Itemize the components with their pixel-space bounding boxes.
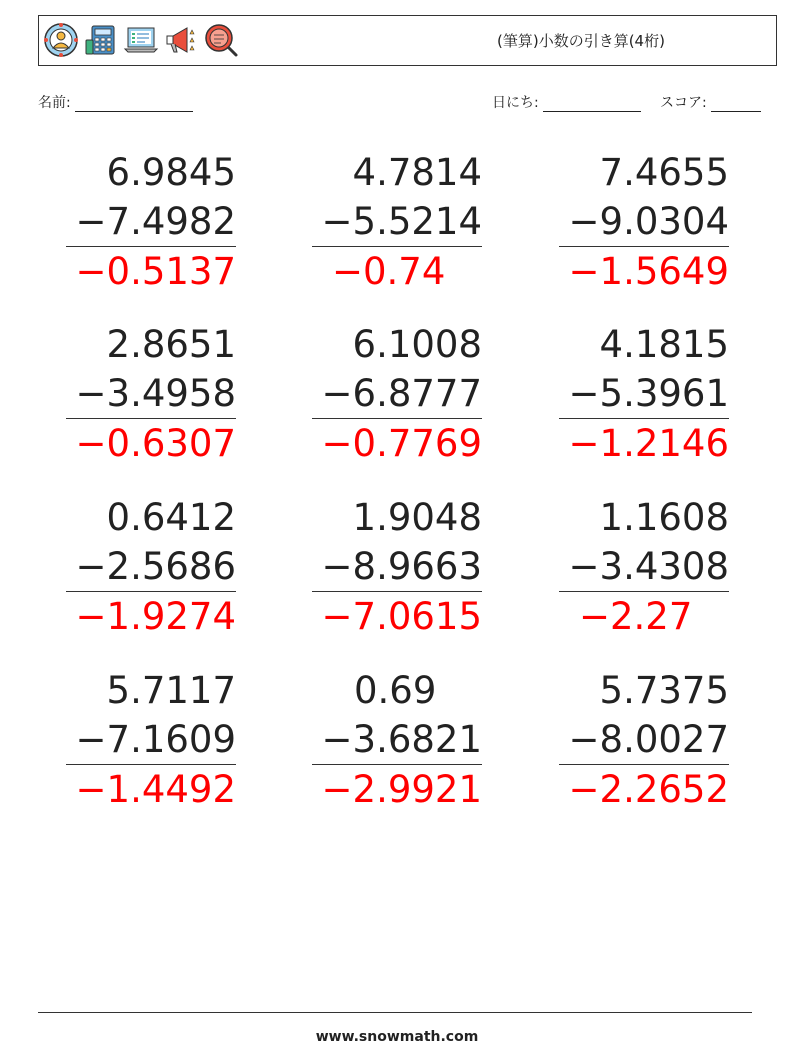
magnifier-badge-icon [203, 22, 239, 58]
minuend: 1.1608 [599, 496, 729, 539]
problem-10 [66, 666, 236, 814]
subtrahend: −2.5686 [66, 542, 236, 592]
minuend: 4.1815 [599, 323, 729, 366]
subtrahend: −6.8777 [312, 369, 482, 419]
minuend: 6.9845 [106, 151, 236, 194]
problem-12 [559, 666, 729, 814]
subtrahend: −8.0027 [559, 715, 729, 765]
minuend: 1.9048 [352, 496, 482, 539]
minuend: 7.4655 [599, 151, 729, 194]
problem-2 [312, 148, 482, 296]
problem-11 [312, 666, 482, 814]
user-target-icon [43, 22, 79, 58]
subtrahend: −9.0304 [559, 197, 729, 247]
score-blank [711, 97, 761, 112]
subtrahend: −3.4308 [559, 542, 729, 592]
problem-3 [559, 148, 729, 296]
subtrahend: −3.4958 [66, 369, 236, 419]
minuend: 5.7117 [106, 669, 236, 712]
answer: −2.9921 [321, 768, 482, 811]
subtrahend: −3.6821 [312, 715, 482, 765]
minuend: 0.6412 [106, 496, 236, 539]
answer: −0.74 [332, 250, 446, 293]
answer: −1.2146 [568, 422, 729, 465]
answer: −2.2652 [568, 768, 729, 811]
score-label: スコア: [660, 95, 707, 111]
answer: −0.7769 [321, 422, 482, 465]
answer: −0.5137 [75, 250, 236, 293]
header-icons [43, 22, 239, 62]
name-blank [75, 97, 193, 112]
subtrahend: −5.5214 [312, 197, 482, 247]
answer: −1.5649 [568, 250, 729, 293]
minuend: 5.7375 [599, 669, 729, 712]
date-label: 日にち: [492, 95, 539, 111]
name-label: 名前: [38, 95, 71, 111]
answer: −2.27 [579, 595, 693, 638]
calculator-icon [83, 22, 119, 58]
subtrahend: −7.4982 [66, 197, 236, 247]
problem-4 [66, 320, 236, 468]
problem-6 [559, 320, 729, 468]
minuend: 6.1008 [352, 323, 482, 366]
answer: −1.9274 [75, 595, 236, 638]
score-field [660, 92, 761, 112]
date-field [492, 92, 641, 112]
problem-1 [66, 148, 236, 296]
minuend: 4.7814 [352, 151, 482, 194]
problem-5 [312, 320, 482, 468]
subtrahend: −5.3961 [559, 369, 729, 419]
minuend: 2.8651 [106, 323, 236, 366]
subtrahend: −8.9663 [312, 542, 482, 592]
answer: −0.6307 [75, 422, 236, 465]
laptop-checklist-icon [123, 22, 159, 58]
footer-divider [38, 1012, 752, 1013]
problem-7 [66, 493, 236, 641]
megaphone-icon [163, 22, 199, 58]
problem-9 [559, 493, 729, 641]
answer: −7.0615 [321, 595, 482, 638]
worksheet-header [38, 15, 777, 66]
worksheet-title: (筆算)小数の引き算(4桁) [497, 32, 665, 50]
date-blank [543, 97, 641, 112]
footer-url[interactable]: www.snowmath.com [315, 1029, 479, 1045]
subtrahend: −7.1609 [66, 715, 236, 765]
minuend: 0.69 [354, 669, 437, 712]
problem-8 [312, 493, 482, 641]
name-field [38, 92, 193, 112]
answer: −1.4492 [75, 768, 236, 811]
